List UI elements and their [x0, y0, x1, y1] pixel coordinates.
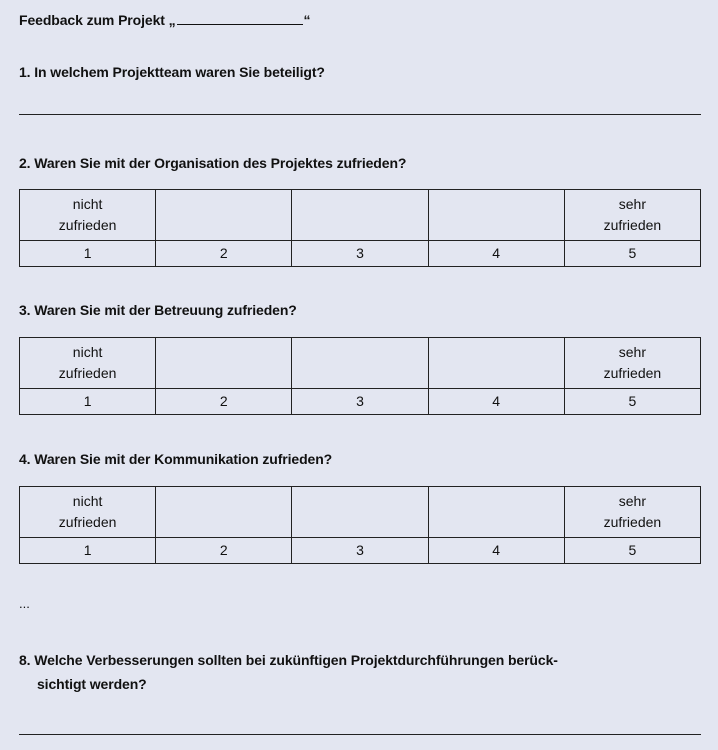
omitted-questions-ellipsis: ...	[19, 596, 30, 611]
scale-empty-cell	[428, 338, 564, 389]
scale-option-4[interactable]: 4	[428, 538, 564, 564]
scale-option-3[interactable]: 3	[292, 389, 428, 415]
scale-option-1[interactable]: 1	[20, 389, 156, 415]
question-1-answer-line[interactable]	[19, 114, 701, 115]
scale-high-label: sehr zufrieden	[564, 338, 700, 389]
question-1-label: 1. In welchem Projektteam waren Sie beteiligt?	[19, 64, 325, 80]
question-4-label: 4. Waren Sie mit der Kommunikation zufrieden?	[19, 451, 333, 467]
question-8-answer-line[interactable]	[19, 734, 701, 735]
form-title: Feedback zum Projekt „ “	[19, 12, 311, 28]
scale-option-3[interactable]: 3	[292, 538, 428, 564]
scale-option-4[interactable]: 4	[428, 389, 564, 415]
scale-low-label: nicht zufrieden	[20, 487, 156, 538]
scale-low-label: nicht zufrieden	[20, 190, 156, 241]
scale-high-label: sehr zufrieden	[564, 487, 700, 538]
scale-low-label: nicht zufrieden	[20, 338, 156, 389]
scale-high-label: sehr zufrieden	[564, 190, 700, 241]
scale-option-5[interactable]: 5	[564, 538, 700, 564]
question-3-label: 3. Waren Sie mit der Betreuung zufrieden?	[19, 302, 297, 318]
scale-empty-cell	[156, 338, 292, 389]
scale-empty-cell	[292, 190, 428, 241]
question-8-label: 8. Welche Verbesserungen sollten bei zukünftigen Projektdurchführungen berück- sichtigt werden?	[19, 652, 558, 692]
scale-empty-cell	[156, 487, 292, 538]
scale-option-1[interactable]: 1	[20, 241, 156, 267]
scale-option-3[interactable]: 3	[292, 241, 428, 267]
project-name-blank[interactable]	[177, 13, 303, 25]
scale-empty-cell	[292, 487, 428, 538]
scale-option-2[interactable]: 2	[156, 538, 292, 564]
question-3-scale	[19, 337, 701, 415]
scale-option-2[interactable]: 2	[156, 241, 292, 267]
scale-option-4[interactable]: 4	[428, 241, 564, 267]
question-2-label: 2. Waren Sie mit der Organisation des Projektes zufrieden?	[19, 155, 407, 171]
scale-option-1[interactable]: 1	[20, 538, 156, 564]
scale-option-2[interactable]: 2	[156, 389, 292, 415]
question-4-scale	[19, 486, 701, 564]
scale-option-5[interactable]: 5	[564, 241, 700, 267]
scale-empty-cell	[428, 487, 564, 538]
scale-empty-cell	[292, 338, 428, 389]
scale-empty-cell	[428, 190, 564, 241]
scale-empty-cell	[156, 190, 292, 241]
scale-option-5[interactable]: 5	[564, 389, 700, 415]
question-2-scale	[19, 189, 701, 267]
